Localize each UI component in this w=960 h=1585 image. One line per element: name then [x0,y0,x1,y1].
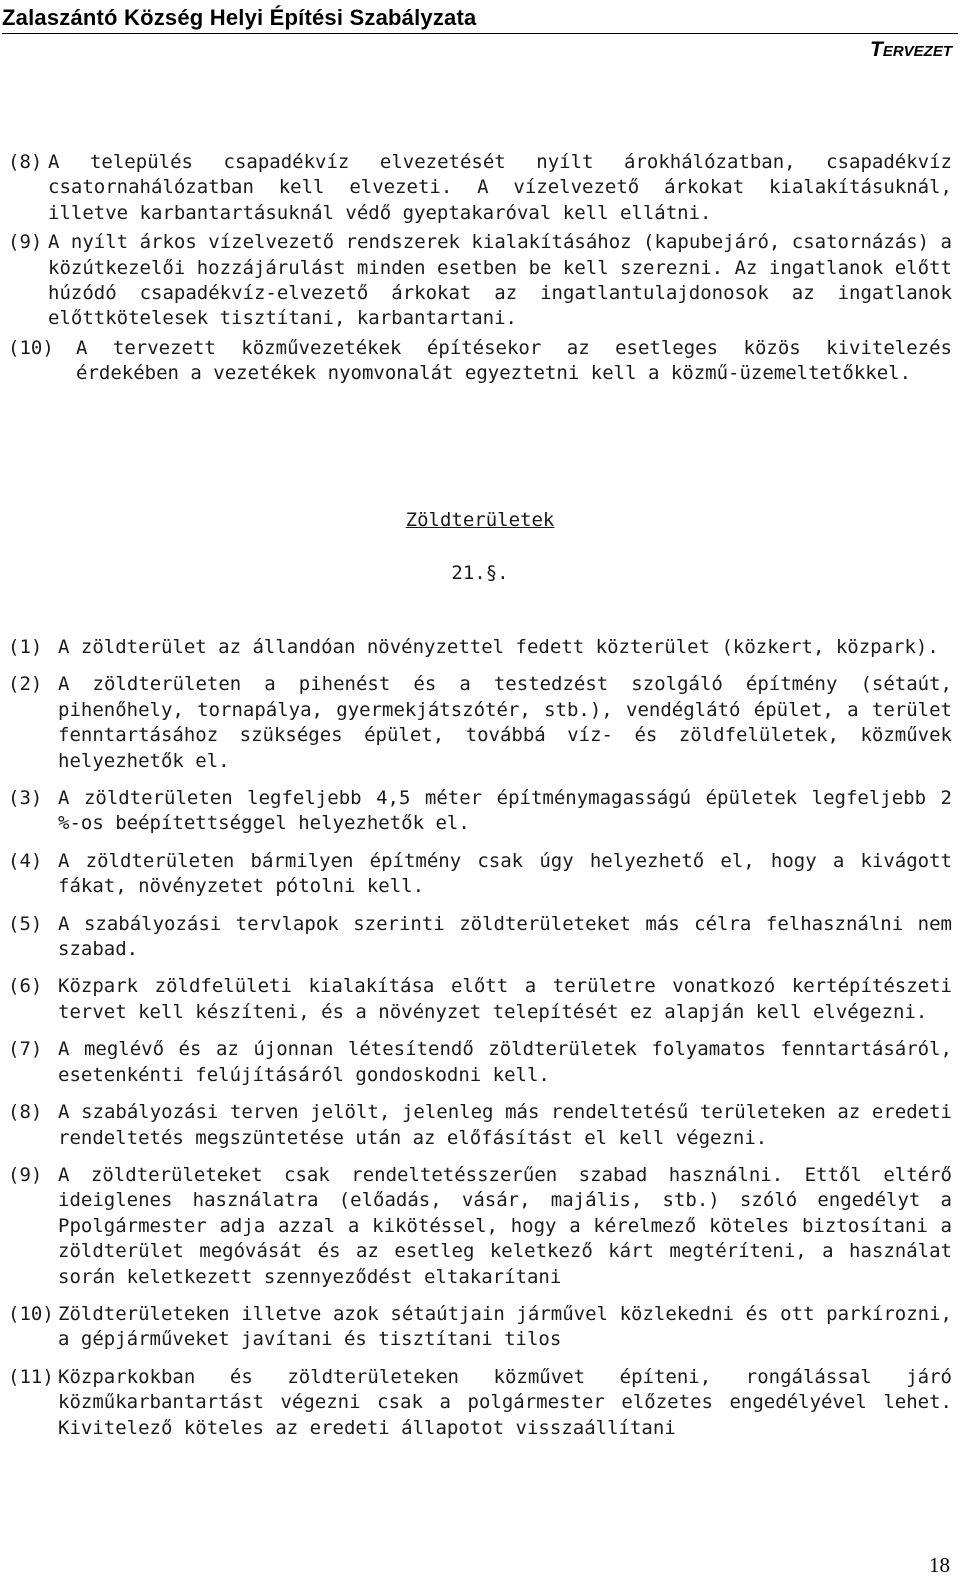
paragraph [8,849,952,900]
paragraph [8,635,952,660]
paragraph-text: A szabályozási tervlapok szerinti zöldterületeket más célra felhasználni nem szabad. [58,912,952,961]
paragraph-number: (6) [8,975,43,998]
paragraph-text: A zöldterület az állandóan növényzettel fedett közterület (közkert, közpark). [58,636,939,658]
drainage-paragraphs [8,150,952,391]
draft-label [870,38,952,62]
paragraph [8,1163,952,1290]
paragraph [8,336,952,387]
paragraph-number: (3) [8,787,43,810]
paragraph [8,786,952,837]
paragraph-text: A tervezett közművezetékek építésekor az esetleges közös kivitelezés érdekében a vezetékek nyomvonalát egyeztetni kell a közmű-üzemeltetőkkel. [76,336,952,385]
paragraph-number: (7) [8,1038,43,1061]
paragraph-number: (8) [8,1101,43,1124]
paragraph-number: (9) [8,1163,43,1186]
header-divider [2,33,958,34]
paragraph [8,1037,952,1088]
paragraph-number: (1) [8,636,43,658]
paragraph [8,672,952,774]
paragraph-text: A zöldterületen a pihenést és a testedzést szolgáló építmény (sétaút, pihenőhely, tornapálya, gyermekjátszótér, stb.), vendéglátó épület, a terület fenntartásához szükséges épület, továbbá víz- és zöldfelületek, közművek helyezhetők el. [58,673,952,772]
paragraph [8,1100,952,1151]
paragraph-number: (2) [8,673,43,696]
paragraph-number: (10) [8,336,54,359]
paragraph-number: (5) [8,912,43,935]
document-title: Zalaszántó Község Helyi Építési Szabályzata [2,5,477,30]
draft-label-rest: ERVEZET [882,43,952,60]
paragraph-text: A meglévő és az újonnan létesítendő zöldterületek folyamatos fenntartásáról, esetenkénti felújításáról gondoskodni kell. [58,1038,952,1086]
section-number: 21.§. [451,562,509,584]
paragraph [8,150,952,226]
paragraph-number: (9) [8,231,43,254]
paragraph-text: Közparkokban és zöldterületeken közművet építeni, rongálással járó közműkarbantartást végezni csak a polgármester előzetes engedélyével lehet. Kivitelező köteles az eredeti állapotot visszaállítani [58,1365,952,1439]
paragraph-text: Zöldterületeken illetve azok sétaútjain járművel közlekedni és ott parkírozni, a gépjárműveket javítani és tisztítani tilos [58,1302,952,1351]
paragraph-number: (10) [8,1302,54,1325]
paragraph-number: (8) [8,151,43,173]
paragraph [8,912,952,963]
paragraph [8,974,952,1025]
page-number: 18 [929,1553,950,1577]
paragraph [8,1365,952,1441]
paragraph-number: (11) [8,1365,54,1388]
paragraph-text: A zöldterületen legfeljebb 4,5 méter építménymagasságú épületek legfeljebb 2 %-os beépítettséggel helyezhetők el. [58,787,952,835]
paragraph-text: A település csapadékvíz elvezetését nyílt árokhálózatban, csapadékvíz csatornahálózatban kell elvezeti. A vízelvezető árkokat kialakításuknál, illetve karbantartásuknál védő gyeptakaróval kell ellátni. [48,151,952,224]
draft-label-initial: T [869,38,883,61]
paragraph-text: A szabályozási terven jelölt, jelenleg más rendeltetésű területeken az eredeti rendeltetés megszüntetése után az előfásítást el kell végezni. [58,1101,952,1149]
paragraph [8,1302,952,1353]
paragraph [8,230,952,332]
paragraph-text: A zöldterületen bármilyen építmény csak úgy helyezhető el, hogy a kivágott fákat, növényzetet pótolni kell. [58,849,952,898]
paragraph-text: A nyílt árkos vízelvezető rendszerek kialakításához (kapubejáró, csatornázás) a közútkezelői hozzájárulást minden esetben be kell szerezni. Az ingatlanok előtt húzódó csapadékvíz-elvezető árkokat az ingatlantulajdonosok az ingatlanok előttkötelesek tisztítani, karbantartani. [48,231,952,330]
paragraph-text: A zöldterületeket csak rendeltetésszerűen szabad használni. Ettől eltérő ideiglenes használatra (előadás, vásár, majális, stb.) szóló engedélyt a Ppolgármester adja azzal a kikötéssel, hogy a kérelmező köteles biztosítani a zöldterület megóvását és az esetleg keletkező kárt megtéríteni, a használat során keletkezett szennyeződést eltakarítani [58,1163,952,1288]
paragraph-number: (4) [8,849,43,872]
paragraph-text: Közpark zöldfelületi kialakítása előtt a területre vonatkozó kertépítészeti tervet kell készíteni, és a növényzet telepítését ez alapján kell elvégezni. [58,975,952,1023]
green-area-paragraphs [8,635,952,1453]
section-title: Zöldterületek [405,509,555,531]
